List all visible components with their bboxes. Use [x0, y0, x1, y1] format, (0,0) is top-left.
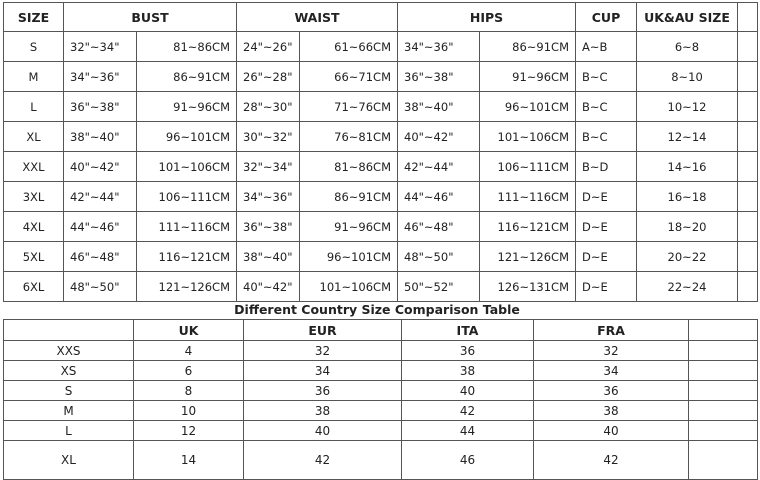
- cell-bust-in: 38"~40": [64, 122, 137, 152]
- comparison-header-eur: EUR: [244, 320, 402, 341]
- size-chart-header-row: [4, 3, 758, 32]
- cell-hips-in: 34"~36": [398, 32, 480, 62]
- header-size: SIZE: [4, 3, 64, 32]
- cell-cup: B~C: [576, 92, 637, 122]
- cell-bust-in: 48"~50": [64, 272, 137, 302]
- comparison-cell-uk: 12: [134, 421, 244, 441]
- comparison-cell-eur: 36: [244, 381, 402, 401]
- size-chart-table: [3, 2, 758, 302]
- cell-hips-in: 48"~50": [398, 242, 480, 272]
- cell-waist-in: 36"~38": [237, 212, 300, 242]
- cell-waist-in: 28"~30": [237, 92, 300, 122]
- comparison-cell-uk: 8: [134, 381, 244, 401]
- cell-ukau: 20~22: [637, 242, 738, 272]
- size-chart-row: [4, 62, 758, 92]
- comparison-row: [4, 381, 758, 401]
- comparison-cell-empty: [689, 421, 758, 441]
- comparison-cell-fra: 42: [534, 441, 689, 480]
- comparison-header-uk: UK: [134, 320, 244, 341]
- cell-empty: [738, 212, 758, 242]
- comparison-header-ita: ITA: [402, 320, 534, 341]
- cell-ukau: 22~24: [637, 272, 738, 302]
- comparison-cell-label: XS: [4, 361, 134, 381]
- comparison-cell-ita: 38: [402, 361, 534, 381]
- cell-hips-cm: 86~91CM: [480, 32, 576, 62]
- size-chart-row: [4, 92, 758, 122]
- cell-cup: A~B: [576, 32, 637, 62]
- comparison-cell-fra: 38: [534, 401, 689, 421]
- comparison-cell-label: XXS: [4, 341, 134, 361]
- cell-cup: D~E: [576, 242, 637, 272]
- cell-hips-in: 50"~52": [398, 272, 480, 302]
- cell-bust-cm: 111~116CM: [137, 212, 237, 242]
- cell-hips-cm: 111~116CM: [480, 182, 576, 212]
- cell-waist-cm: 66~71CM: [300, 62, 398, 92]
- comparison-cell-eur: 34: [244, 361, 402, 381]
- cell-ukau: 10~12: [637, 92, 738, 122]
- cell-bust-cm: 121~126CM: [137, 272, 237, 302]
- cell-empty: [738, 62, 758, 92]
- comparison-cell-ita: 36: [402, 341, 534, 361]
- comparison-cell-label: L: [4, 421, 134, 441]
- comparison-cell-label: XL: [4, 441, 134, 480]
- comparison-cell-eur: 42: [244, 441, 402, 480]
- cell-bust-cm: 116~121CM: [137, 242, 237, 272]
- cell-waist-cm: 101~106CM: [300, 272, 398, 302]
- cell-size: 5XL: [4, 242, 64, 272]
- cell-waist-cm: 86~91CM: [300, 182, 398, 212]
- comparison-cell-ita: 42: [402, 401, 534, 421]
- cell-waist-cm: 71~76CM: [300, 92, 398, 122]
- comparison-header-fra: FRA: [534, 320, 689, 341]
- cell-size: L: [4, 92, 64, 122]
- comparison-cell-eur: 32: [244, 341, 402, 361]
- cell-ukau: 8~10: [637, 62, 738, 92]
- cell-bust-in: 42"~44": [64, 182, 137, 212]
- comparison-cell-uk: 10: [134, 401, 244, 421]
- comparison-cell-uk: 6: [134, 361, 244, 381]
- cell-hips-cm: 106~111CM: [480, 152, 576, 182]
- cell-size: 6XL: [4, 272, 64, 302]
- header-ukau-size: UK&AU SIZE: [637, 3, 738, 32]
- comparison-cell-fra: 40: [534, 421, 689, 441]
- cell-empty: [738, 32, 758, 62]
- cell-size: XXL: [4, 152, 64, 182]
- header-waist: WAIST: [237, 3, 398, 32]
- comparison-cell-label: S: [4, 381, 134, 401]
- comparison-row: [4, 401, 758, 421]
- comparison-cell-empty: [689, 381, 758, 401]
- comparison-cell-label: M: [4, 401, 134, 421]
- cell-waist-cm: 61~66CM: [300, 32, 398, 62]
- cell-bust-cm: 101~106CM: [137, 152, 237, 182]
- comparison-cell-fra: 34: [534, 361, 689, 381]
- cell-bust-cm: 96~101CM: [137, 122, 237, 152]
- cell-ukau: 16~18: [637, 182, 738, 212]
- cell-hips-cm: 126~131CM: [480, 272, 576, 302]
- cell-empty: [738, 242, 758, 272]
- cell-cup: D~E: [576, 212, 637, 242]
- cell-bust-in: 34"~36": [64, 62, 137, 92]
- header-cup: CUP: [576, 3, 637, 32]
- comparison-cell-empty: [689, 441, 758, 480]
- size-chart-row: [4, 32, 758, 62]
- cell-bust-cm: 91~96CM: [137, 92, 237, 122]
- cell-bust-in: 36"~38": [64, 92, 137, 122]
- cell-hips-in: 38"~40": [398, 92, 480, 122]
- comparison-row: [4, 341, 758, 361]
- size-chart-row: [4, 152, 758, 182]
- cell-size: 4XL: [4, 212, 64, 242]
- header-empty-cell: [738, 3, 758, 32]
- comparison-row: [4, 421, 758, 441]
- header-bust: BUST: [64, 3, 237, 32]
- cell-size: 3XL: [4, 182, 64, 212]
- comparison-header-empty: [689, 320, 758, 341]
- cell-empty: [738, 152, 758, 182]
- cell-ukau: 12~14: [637, 122, 738, 152]
- comparison-cell-eur: 40: [244, 421, 402, 441]
- cell-bust-in: 32"~34": [64, 32, 137, 62]
- comparison-cell-ita: 40: [402, 381, 534, 401]
- comparison-header-row: [4, 320, 758, 341]
- comparison-cell-empty: [689, 341, 758, 361]
- comparison-cell-ita: 44: [402, 421, 534, 441]
- cell-waist-in: 24"~26": [237, 32, 300, 62]
- cell-size: S: [4, 32, 64, 62]
- size-chart-row: [4, 242, 758, 272]
- comparison-row: [4, 441, 758, 480]
- cell-hips-cm: 96~101CM: [480, 92, 576, 122]
- cell-bust-in: 40"~42": [64, 152, 137, 182]
- cell-cup: D~E: [576, 272, 637, 302]
- cell-waist-in: 26"~28": [237, 62, 300, 92]
- cell-cup: B~C: [576, 122, 637, 152]
- comparison-header-blank: [4, 320, 134, 341]
- cell-bust-cm: 86~91CM: [137, 62, 237, 92]
- cell-empty: [738, 122, 758, 152]
- cell-cup: B~C: [576, 62, 637, 92]
- comparison-cell-ita: 46: [402, 441, 534, 480]
- comparison-cell-empty: [689, 401, 758, 421]
- cell-ukau: 6~8: [637, 32, 738, 62]
- cell-waist-in: 30"~32": [237, 122, 300, 152]
- cell-bust-in: 46"~48": [64, 242, 137, 272]
- cell-cup: B~D: [576, 152, 637, 182]
- cell-empty: [738, 92, 758, 122]
- cell-hips-in: 44"~46": [398, 182, 480, 212]
- comparison-cell-fra: 36: [534, 381, 689, 401]
- size-chart-row: [4, 272, 758, 302]
- cell-size: XL: [4, 122, 64, 152]
- cell-bust-cm: 106~111CM: [137, 182, 237, 212]
- cell-waist-cm: 91~96CM: [300, 212, 398, 242]
- comparison-cell-eur: 38: [244, 401, 402, 421]
- comparison-cell-empty: [689, 361, 758, 381]
- cell-hips-in: 46"~48": [398, 212, 480, 242]
- comparison-cell-uk: 4: [134, 341, 244, 361]
- cell-ukau: 18~20: [637, 212, 738, 242]
- cell-waist-in: 40"~42": [237, 272, 300, 302]
- cell-waist-in: 38"~40": [237, 242, 300, 272]
- cell-hips-cm: 121~126CM: [480, 242, 576, 272]
- country-comparison-table: [3, 319, 758, 480]
- comparison-cell-uk: 14: [134, 441, 244, 480]
- cell-waist-in: 34"~36": [237, 182, 300, 212]
- cell-waist-in: 32"~34": [237, 152, 300, 182]
- size-chart-row: [4, 212, 758, 242]
- cell-hips-in: 40"~42": [398, 122, 480, 152]
- cell-waist-cm: 96~101CM: [300, 242, 398, 272]
- cell-bust-cm: 81~86CM: [137, 32, 237, 62]
- cell-hips-cm: 91~96CM: [480, 62, 576, 92]
- cell-hips-cm: 101~106CM: [480, 122, 576, 152]
- size-chart-row: [4, 122, 758, 152]
- cell-waist-cm: 81~86CM: [300, 152, 398, 182]
- cell-empty: [738, 272, 758, 302]
- cell-hips-in: 36"~38": [398, 62, 480, 92]
- cell-size: M: [4, 62, 64, 92]
- cell-bust-in: 44"~46": [64, 212, 137, 242]
- comparison-table-title: Different Country Size Comparison Table: [234, 302, 520, 317]
- cell-cup: D~E: [576, 182, 637, 212]
- comparison-row: [4, 361, 758, 381]
- cell-empty: [738, 182, 758, 212]
- cell-hips-cm: 116~121CM: [480, 212, 576, 242]
- cell-hips-in: 42"~44": [398, 152, 480, 182]
- cell-ukau: 14~16: [637, 152, 738, 182]
- header-hips: HIPS: [398, 3, 576, 32]
- comparison-cell-fra: 32: [534, 341, 689, 361]
- size-chart-row: [4, 182, 758, 212]
- cell-waist-cm: 76~81CM: [300, 122, 398, 152]
